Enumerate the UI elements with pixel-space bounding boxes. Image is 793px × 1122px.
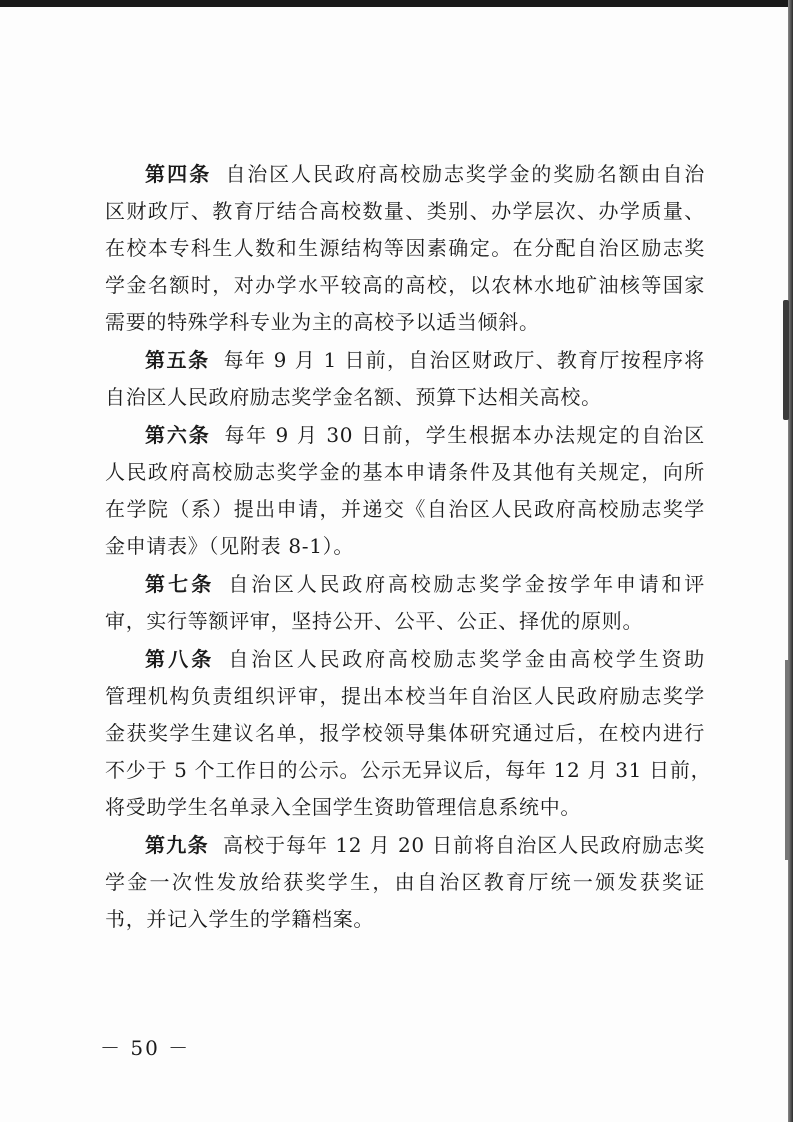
paragraph-line: 区财政厅、教育厅结合高校数量、类别、办学层次、办学质量、 [105,199,705,223]
paragraph-line: 学金名额时，对办学水平较高的高校，以农林水地矿油核等国家 [105,273,705,297]
article-label: 第八条 [145,647,215,671]
scan-top-border [0,0,793,7]
article-label: 第五条 [145,348,210,372]
page-number: － 50 － [100,1036,191,1060]
paragraph-line: 需要的特殊学科专业为主的高校予以适当倾斜。 [105,310,540,334]
paragraph-line [105,156,705,193]
article-4 [105,156,705,341]
line-text: 自治区人民政府高校励志奖学金的奖励名额由自治 [225,162,705,186]
line-text: 自治区人民政府高校励志奖学金按学年申请和评 [228,572,706,596]
paragraph-line: 管理机构负责组织评审，提出本校当年自治区人民政府励志奖学 [105,684,705,708]
article-5 [105,342,705,416]
document-body [105,156,712,939]
paragraph-line: 书，并记入学生的学籍档案。 [105,907,375,931]
article-label: 第七条 [145,572,215,596]
paragraph-line [105,417,705,454]
article-6 [105,417,705,565]
paragraph-line: 金获奖学生建议名单，报学校领导集体研究通过后，在校内进行 [105,721,705,745]
paragraph-line [105,641,705,678]
paragraph-line: 将受助学生名单录入全国学生资助管理信息系统中。 [105,795,582,819]
scan-edge-artifact [783,300,789,420]
paragraph-line: 人民政府高校励志奖学金的基本申请条件及其他有关规定，向所 [105,460,705,484]
paragraph-line: 学金一次性发放给获奖学生，由自治区教育厅统一颁发获奖证 [105,870,705,894]
article-label: 第六条 [145,423,211,447]
article-label: 第九条 [145,833,209,857]
paragraph-line [105,566,705,603]
line-text: 自治区人民政府高校励志奖学金由高校学生资助 [228,647,706,671]
paragraph-line [105,827,705,864]
article-8 [105,641,712,826]
line-text: 每年 9 月 1 日前，自治区财政厅、教育厅按程序将 [223,348,705,372]
scan-edge-artifact [785,660,789,860]
scan-right-edge [788,0,793,1122]
paragraph-line: 审，实行等额评审，坚持公开、公平、公正、择优的原则。 [105,609,644,633]
line-text: 每年 9 月 30 日前，学生根据本办法规定的自治区 [224,423,705,447]
article-label: 第四条 [145,162,212,186]
paragraph-line [105,342,705,379]
paragraph-line: 在校本专科生人数和生源结构等因素确定。在分配自治区励志奖 [105,236,705,260]
paragraph-line: 金申请表》（见附表 8-1）。 [105,534,355,558]
article-9 [105,827,705,938]
paragraph-line: 不少于 5 个工作日的公示。公示无异议后，每年 12 月 31 日前， [105,758,712,782]
paragraph-line: 自治区人民政府励志奖学金名额、预算下达相关高校。 [105,385,602,409]
article-7 [105,566,705,640]
line-text: 高校于每年 12 月 20 日前将自治区人民政府励志奖 [222,833,705,857]
paragraph-line: 在学院（系）提出申请，并递交《自治区人民政府高校励志奖学 [105,497,705,521]
